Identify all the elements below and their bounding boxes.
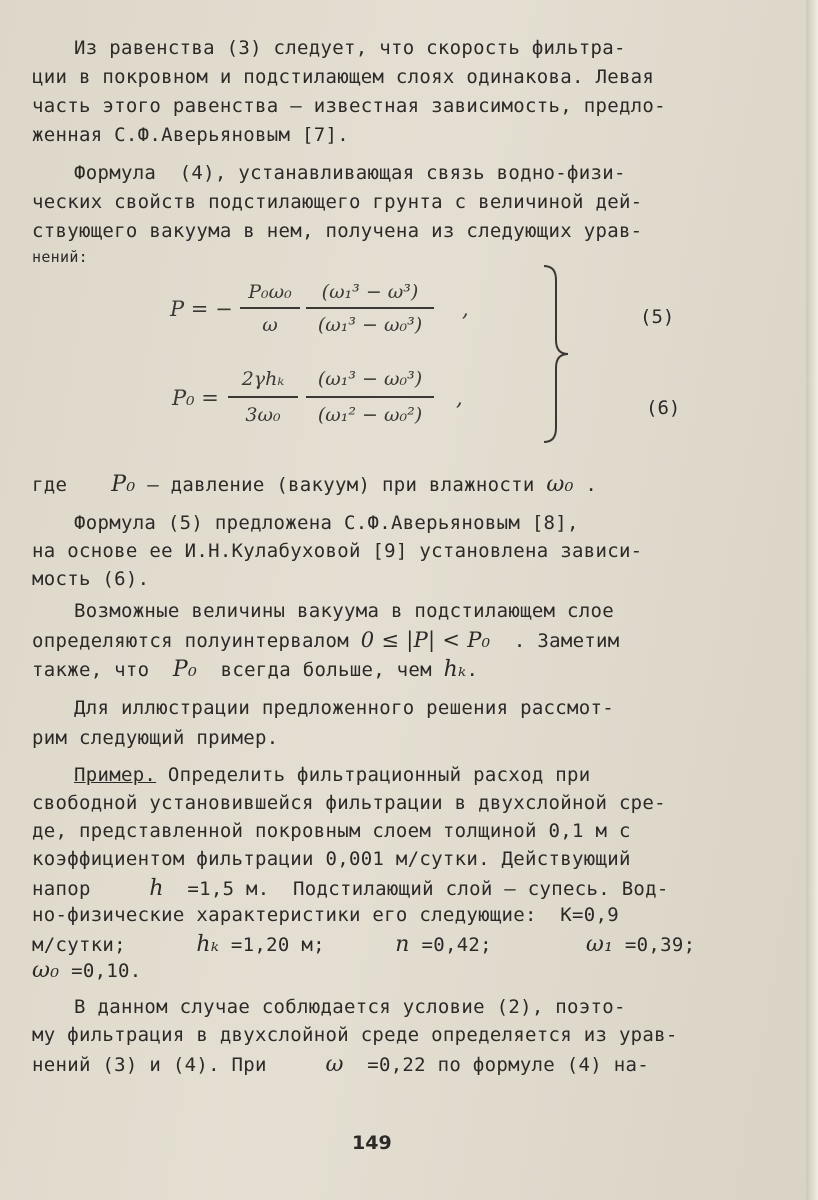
text-line: В данном случае соблюдается условие (2), поэто- (74, 996, 626, 1018)
text-line: ции в покровном и подстилающем слоях одинакова. Левая (32, 66, 655, 88)
text-line (32, 657, 478, 682)
symbol-omega1: ω₁ (585, 932, 614, 957)
text-fragment: =1,20 м; (219, 934, 396, 956)
text-fragment: нений (3) и (4). При (32, 1054, 326, 1076)
page-number: 149 (352, 1132, 392, 1154)
text-line (32, 628, 620, 652)
page-edge (806, 0, 818, 1200)
text-line: но-физические характеристики его следующие: K=0,9 (32, 904, 619, 926)
text-fragment: =0,42; (409, 934, 586, 956)
text-fragment: Определить фильтрационный расход при (156, 764, 591, 786)
symbol-hk: hₖ (196, 932, 220, 957)
text-line: Из равенства (3) следует, что скорость фильтра- (74, 37, 626, 59)
text-line: нений: (32, 248, 88, 266)
text-fragment: всегда больше, чем (197, 659, 444, 681)
text-line (32, 932, 695, 957)
text-line: де, представленной покровным слоем толщиной 0,1 м с (32, 820, 631, 842)
text-line: му фильтрация в двухслойной среде определяется из урав- (32, 1024, 678, 1046)
text-line: Для иллюстрации предложенного решения рассмот- (74, 697, 614, 719)
text-line (32, 472, 597, 497)
text-fragment: =1,5 м. Подстилающий слой – супесь. Вод- (163, 878, 669, 900)
eq6-lhs: P₀ = (172, 386, 226, 410)
text-fragment: также, что (32, 659, 173, 681)
text-fragment: =0,22 по формуле (4) на- (343, 1054, 649, 1076)
eq5-lhs: P = − (170, 297, 233, 321)
equation-number-5: (5) (640, 306, 675, 328)
symbol-hk: hₖ (443, 657, 467, 682)
example-label: Пример. (74, 764, 157, 786)
text-line: коэффициентом фильтрации 0,001 м/сутки. Действующий (32, 848, 631, 870)
text-line (32, 1052, 649, 1077)
text-line: мость (6). (32, 568, 150, 590)
eq6-frac2-denominator: (ω₁² − ω₀²) (317, 404, 423, 426)
symbol-p0: P₀ (111, 472, 136, 497)
text-line (32, 876, 669, 901)
text-line: свободной установившейся фильтрации в двухслойной сре- (32, 792, 666, 814)
symbol-h: h (149, 876, 164, 901)
text-fragment: напор (32, 878, 150, 900)
text-line (32, 958, 142, 983)
fraction-bar (306, 396, 434, 398)
symbol-p0: P₀ (172, 657, 198, 682)
text-fragment: м/сутки; (32, 934, 197, 956)
text-line: рим следующий пример. (32, 727, 279, 749)
text-fragment: определяются полуинтервалом (32, 630, 361, 652)
fraction-bar (306, 307, 434, 309)
eq5-frac1-denominator: ω (262, 314, 278, 336)
where-suffix: . (573, 474, 598, 496)
symbol-omega0: ω₀ (546, 472, 574, 497)
text-fragment: =0,39; (613, 934, 696, 956)
text-line: ческих свойств подстилающего грунта с величиной дей- (32, 191, 643, 213)
symbol-n: n (395, 932, 410, 957)
fraction-bar (228, 396, 298, 398)
eq6-comma: , (456, 386, 463, 410)
inequality-math: 0 ≤ |P| < P₀ (360, 628, 491, 652)
eq5-frac1-numerator: P₀ω₀ (248, 281, 292, 303)
text-line (74, 764, 591, 786)
curly-brace-icon (540, 262, 574, 446)
where-text: – давление (вакуум) при влажности (135, 474, 547, 496)
text-line: на основе ее И.Н.Кулабуховой [9] установлена зависи- (32, 540, 643, 562)
eq6-frac1-numerator: 2γhₖ (241, 368, 285, 390)
where-prefix: где (32, 474, 68, 496)
fraction-bar (240, 307, 300, 309)
text-fragment: =0,10. (59, 960, 142, 982)
text-line: Формула (5) предложена С.Ф.Аверьяновым [8], (74, 512, 579, 534)
eq6-frac1-denominator: 3ω₀ (245, 404, 281, 426)
symbol-omega: ω (325, 1052, 344, 1077)
eq5-frac2-denominator: (ω₁³ − ω₀³) (317, 314, 423, 336)
text-line: ствующего вакуума в нем, получена из следующих урав- (32, 220, 643, 242)
eq5-frac2-numerator: (ω₁³ − ω³) (321, 281, 419, 303)
text-line: часть этого равенства – известная зависимость, предло- (32, 95, 666, 117)
text-fragment: . Заметим (490, 630, 620, 652)
text-line: Формула (4), устанавливающая связь водно-физи- (74, 162, 626, 184)
text-fragment: . (466, 659, 479, 681)
eq5-comma: , (462, 297, 469, 321)
text-line: Возможные величины вакуума в подстилающем слое (74, 600, 614, 622)
equation-number-6: (6) (646, 397, 681, 419)
eq6-frac2-numerator: (ω₁³ − ω₀³) (317, 368, 423, 390)
symbol-omega0: ω₀ (32, 958, 60, 983)
text-line: женная С.Ф.Аверьяновым [7]. (32, 124, 349, 146)
